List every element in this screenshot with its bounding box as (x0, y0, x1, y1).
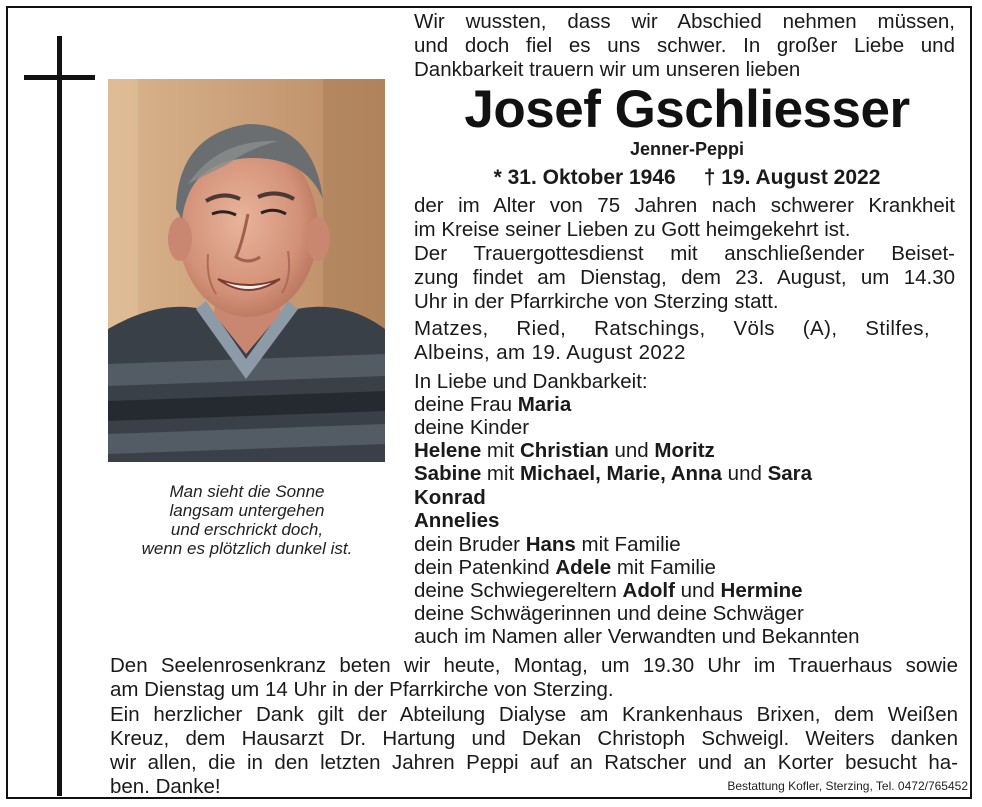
footer-line: wir allen, die in den letzten Jahren Peppi auf an Ratscher und an Korter besucht ha- (110, 751, 958, 774)
mourner-line (414, 463, 812, 485)
life-dates (408, 166, 966, 190)
mourner-name: Adele (555, 556, 612, 579)
mourner-name: Moritz (654, 439, 715, 462)
footer-line: Ein herzlicher Dank gilt der Abteilung Dialyse am Krankenhaus Brixen, dem Weißen (110, 703, 958, 726)
mourner-line: auch im Namen aller Verwandten und Bekannten (414, 625, 860, 648)
location-date-line: Albeins, am 19. August 2022 (414, 341, 686, 364)
mourner-name: Hermine (720, 579, 803, 602)
intro-line: Wir wussten, dass wir Abschied nehmen müssen, (414, 10, 955, 33)
undertaker-credit: Bestattung Kofler, Sterzing, Tel. 0472/765452 (727, 779, 968, 793)
quote-line: Man sieht die Sonne (169, 482, 325, 501)
death-date: † 19. August 2022 (703, 166, 881, 189)
mourner-name: Helene (414, 439, 482, 462)
mourner-line (414, 510, 499, 532)
mourner-name: Hans (525, 533, 576, 556)
mourner-line (414, 487, 486, 509)
mourner-name: Annelies (414, 509, 500, 532)
birth-date: * 31. Oktober 1946 (493, 166, 676, 189)
mourner-name: Michael, Marie, Anna (519, 462, 722, 485)
mourner-line (414, 440, 715, 462)
mourners-heading: In Liebe und Dankbarkeit: (414, 370, 648, 393)
deceased-nickname: Jenner-Peppi (629, 139, 745, 159)
mourner-connector: mit (481, 462, 520, 485)
footer-line: am Dienstag um 14 Uhr in der Pfarrkirche von Sterzing. (110, 678, 614, 701)
mourner-name: Konrad (414, 486, 486, 509)
intro-line: und doch fiel es uns schwer. In großer Liebe und (414, 34, 955, 57)
mourner-connector: und (608, 439, 655, 462)
mourner-name: Adolf (622, 579, 675, 602)
mourner-line: deine Schwägerinnen und deine Schwäger (414, 602, 804, 625)
mourner-suffix: mit Familie (611, 556, 716, 579)
footer-line: Kreuz, dem Hausarzt Dr. Hartung und Dekan Christoph Schweigl. Weiters danken (110, 727, 958, 750)
mourner-name: Sara (767, 462, 813, 485)
quote-line: langsam untergehen (169, 501, 325, 520)
portrait-photo (108, 79, 385, 462)
body-line: der im Alter von 75 Jahren nach schwerer Krankheit (414, 194, 955, 217)
deceased-name: Josef Gschliesser (464, 80, 910, 139)
mourner-name: Christian (519, 439, 609, 462)
mourner-prefix: dein Patenkind (414, 556, 556, 579)
mourner-connector: mit (481, 439, 520, 462)
mourner-prefix: deine Schwiegereltern (414, 579, 623, 602)
mourner-prefix: deine Frau (414, 393, 518, 416)
mourner-children-label: deine Kinder (414, 416, 530, 439)
body-line: im Kreise seiner Lieben zu Gott heimgekehrt ist. (414, 218, 851, 241)
mourner-wife (414, 394, 571, 416)
footer-line: ben. Danke! (110, 775, 221, 798)
mourner-connector: und (721, 462, 768, 485)
mourner-connector: und (674, 579, 721, 602)
footer-line: Den Seelenrosenkranz beten wir heute, Montag, um 19.30 Uhr im Trauerhaus sowie (110, 654, 958, 677)
mourner-name: Maria (517, 393, 572, 416)
location-line: Matzes, Ried, Ratschings, Völs (A), Stilfes, (414, 317, 930, 340)
body-line: Der Trauergottesdienst mit anschließender Beiset- (414, 242, 955, 265)
body-line: Uhr in der Pfarrkirche von Sterzing statt. (414, 290, 779, 313)
mourner-name: Sabine (414, 462, 482, 485)
cross-icon (57, 36, 62, 796)
mourner-line (414, 534, 681, 556)
mourner-line (414, 557, 716, 579)
portrait-illustration (108, 79, 385, 462)
cross-icon-bar (24, 75, 95, 80)
intro-line: Dankbarkeit trauern wir um unseren lieben (414, 58, 801, 81)
mourner-suffix: mit Familie (575, 533, 681, 556)
mourner-prefix: dein Bruder (414, 533, 526, 556)
quote-line: wenn es plötzlich dunkel ist. (141, 539, 353, 558)
memorial-quote (112, 482, 382, 558)
quote-line: und erschrickt doch, (170, 520, 324, 539)
mourner-line (414, 580, 803, 602)
body-line: zung findet am Dienstag, dem 23. August, um 14.30 (414, 266, 955, 289)
